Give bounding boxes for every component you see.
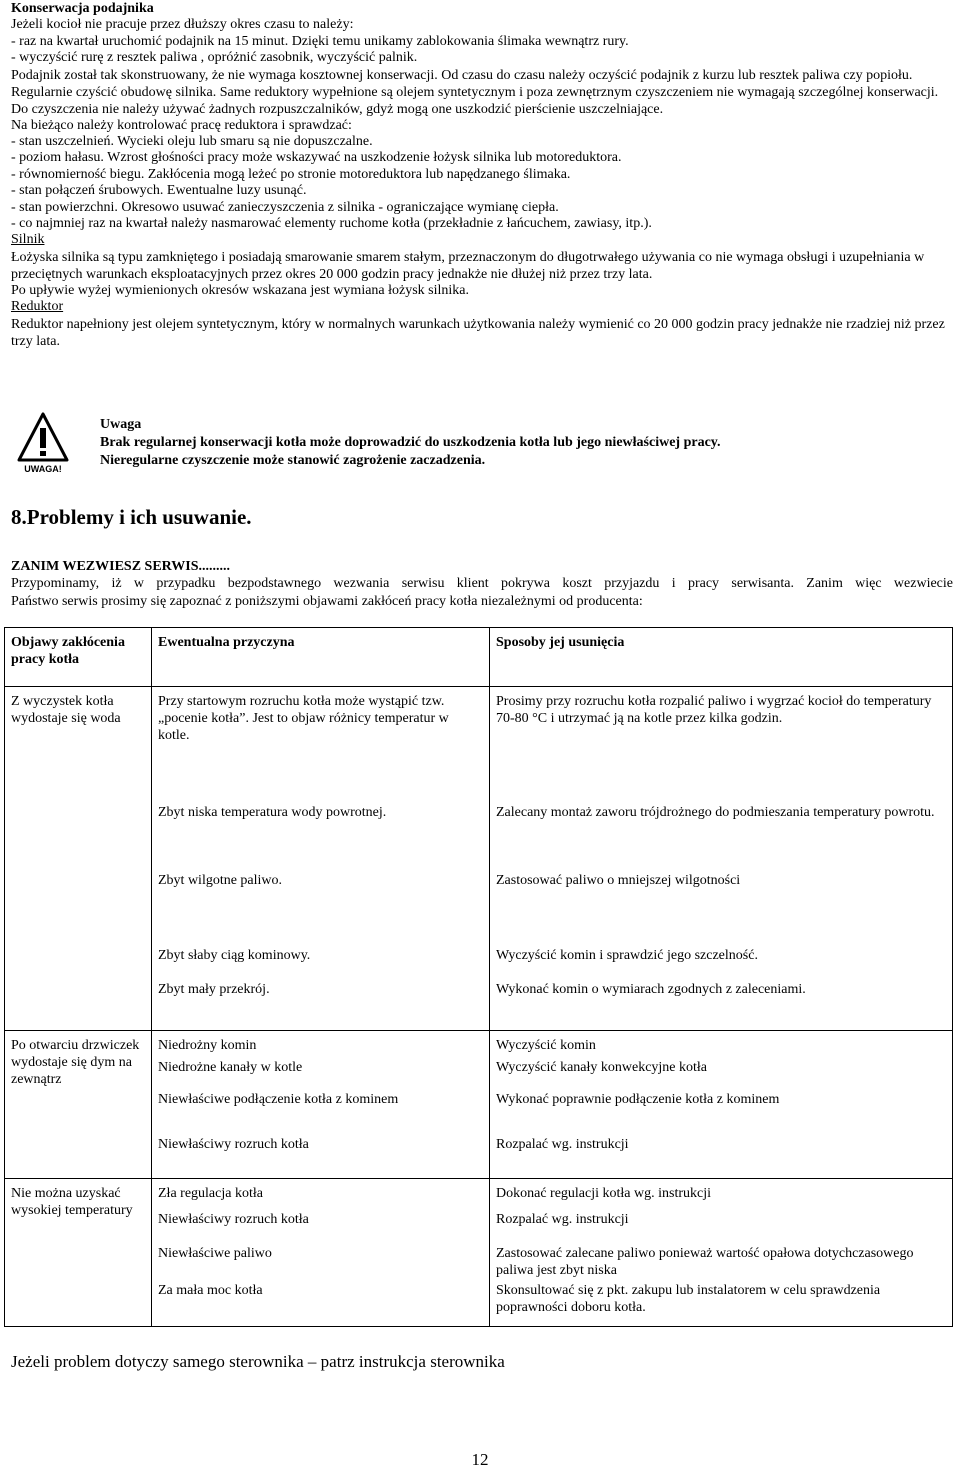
cause-item: Zbyt mały przekrój. [158,982,270,997]
table-header-cell: Ewentualna przyczyna [152,628,490,687]
warning-box [100,416,920,470]
fix-item: Rozpalać wg. instrukcji [496,1212,629,1227]
cause-item: Niewłaściwe paliwo [158,1246,272,1261]
intro-line: Państwo serwis prosimy się zapoznać z poniższymi objawami zakłóceń pracy kotła niezależnymi od producenta: [11,593,643,609]
silnik-heading: Silnik [11,232,45,248]
reducer-check-line: - stan połączeń śrubowych. Ewentualne luzy usunąć. [11,183,307,199]
symptom-cell: Po otwarciu drzwiczek wydostaje się dym na zewnątrz [5,1031,152,1179]
fix-item: Wykonać komin o wymiarach zgodnych z zaleceniami. [496,982,806,997]
cause-cell [152,687,490,1031]
cause-item: Zbyt słaby ciąg kominowy. [158,948,311,963]
section-subheading: ZANIM WEZWIESZ SERWIS......... [11,559,231,574]
cause-item: Niedrożny komin [158,1038,257,1053]
maintenance-line: - wyczyścić rurę z resztek paliwa , opróżnić zasobnik, wyczyścić palnik. [11,50,418,66]
fix-item: Wyczyścić komin [496,1038,596,1053]
table-header-cell: Sposoby jej usunięcia [490,628,953,687]
silnik-paragraph: Łożyska silnika są typu zamkniętego i posiadają smarowanie smarem stałym, przeznaczonym do długotrwałego używania co nie wymaga obsługi i uzupełniania w przeciętnych warunkach eksploatacyjnych przez okres 20 000 godzin pracy jednakże nie dłużej niż przez trzy lata. [11,249,925,282]
reducer-check-line: - stan uszczelnień. Wycieki oleju lub smaru są nie dopuszczalne. [11,134,373,150]
fix-item: Zalecany montaż zaworu trójdrożnego do podmieszania temperatury powrotu. [496,805,935,820]
cause-item: Niewłaściwy rozruch kotła [158,1212,309,1227]
cause-item: Niedrożne kanały w kotle [158,1060,303,1075]
cause-item: Niewłaściwy rozruch kotła [158,1137,309,1152]
fix-item: Wyczyścić kanały konwekcyjne kotła [496,1060,708,1075]
warning-line: Nieregularne czyszczenie może stanowić zagrożenie zaczadzenia. [100,453,486,468]
table-row [5,687,953,1031]
fix-item: Zastosować paliwo o mniejszej wilgotności [496,873,741,888]
cause-item: Zła regulacja kotła [158,1186,263,1201]
fix-item: Dokonać regulacji kotła wg. instrukcji [496,1186,711,1201]
warning-triangle-icon [17,412,69,474]
symptom-cell: Z wyczystek kotła wydostaje się woda [5,687,152,1031]
page-number: 12 [471,1450,489,1469]
reducer-check-line: - co najmniej raz na kwartał należy nasmarować elementy ruchome kotła (przekładnie z łańcuchem, zawiasy, itp.). [11,216,652,232]
reduktor-heading: Reduktor [11,299,64,315]
troubleshooting-table [4,627,953,1327]
maintenance-line: Jeżeli kocioł nie pracuje przez dłuższy okres czasu to należy: [11,17,354,33]
maintenance-heading: Konserwacja podajnika [11,1,154,16]
fix-item: Wykonać poprawnie podłączenie kotła z kominem [496,1092,780,1107]
fix-item: Wyczyścić komin i sprawdzić jego szczelność. [496,948,758,963]
maintenance-line: - raz na kwartał uruchomić podajnik na 15 minut. Dzięki temu unikamy zablokowania ślimaka wewnątrz rury. [11,33,629,49]
motor-paragraph: Regularnie czyścić obudowę silnika. Same reduktory wypełnione są olejem syntetycznym i poza zewnętrznym czyszczeniem nie wymagają szczególnej konserwacji. Do czyszczenia nie należy używać żadnych rozpuszczalników, gdyż mogą one uszkodzić pierścienie uszczelniające. [11,84,939,117]
fix-cell [490,1179,953,1327]
reducer-check-line: Na bieżąco należy kontrolować pracę reduktora i sprawdzać: [11,117,352,133]
feeder-paragraph: Podajnik został tak skonstruowany, że nie wymaga kosztownej konserwacji. Od czasu do czasu należy oczyścić podajnik z kurzu lub resztek paliwa czy popiołu. [11,67,913,83]
reduktor-paragraph: Reduktor napełniony jest olejem syntetycznym, który w normalnych warunkach użytkowania należy wymienić co 20 000 godzin pracy jednakże nie rzadziej niż przez trzy lata. [11,316,945,349]
fix-cell [490,687,953,1031]
fix-item: Skonsultować się z pkt. zakupu lub instalatorem w celu sprawdzenia poprawności doboru kotła. [496,1283,881,1315]
cause-cell [152,1179,490,1327]
cause-item: Przy startowym rozruchu kotła może wystąpić tzw. „pocenie kotła”. Jest to objaw różnicy temperatur w kotle. [158,694,449,743]
cause-cell [152,1031,490,1179]
footer-note: Jeżeli problem dotyczy samego sterownika – patrz instrukcja sterownika [11,1352,505,1371]
table-row [5,1031,953,1179]
table-header-cell: Objawy zakłócenia pracy kotła [5,628,152,687]
cause-item: Zbyt wilgotne paliwo. [158,873,283,888]
table-row [5,1179,953,1327]
cause-item: Zbyt niska temperatura wody powrotnej. [158,805,387,820]
fix-item: Prosimy przy rozruchu kotła rozpalić paliwo i wygrzać kocioł do temperatury 70-80 °C i utrzymać ją na kotle przez kilka godzin. [496,694,932,726]
cause-item: Za mała moc kotła [158,1283,263,1298]
section-title: 8.Problemy i ich usuwanie. [11,505,252,529]
fix-item: Zastosować zalecane paliwo ponieważ wartość opałowa dotychczasowego paliwa jest zbyt niska [496,1246,914,1278]
maintenance-section [11,1,951,350]
reducer-check-line: - poziom hałasu. Wzrost głośności pracy może wskazywać na uszkodzenie łożysk silnika lub motoreduktora. [11,150,622,166]
section-intro [11,558,953,610]
reducer-check-line: - równomierność biegu. Zakłócenia mogą leżeć po stronie motoreduktora lub napędzanego ślimaka. [11,166,571,182]
cause-item: Niewłaściwe podłączenie kotła z kominem [158,1092,399,1107]
reducer-check-line: - stan powierzchni. Okresowo usuwać zanieczyszczenia z silnika - ograniczające wymianę ciepła. [11,199,559,215]
intro-line: Przypominamy, iż w przypadku bezpodstawnego wezwania serwisu klient pokrywa koszt przyjazdu i pracy serwisanta. Zanim więc wezwiecie [11,576,953,591]
warning-line: Brak regularnej konserwacji kotła może doprowadzić do uszkodzenia kotła lub jego niewłaściwej pracy. [100,435,721,450]
symptom-cell: Nie można uzyskać wysokiej temperatury [5,1179,152,1327]
table-header-row [5,628,953,687]
silnik-paragraph-2: Po upływie wyżej wymienionych okresów wskazana jest wymiana łożysk silnika. [11,282,470,298]
warning-icon-label: UWAGA! [24,464,62,474]
fix-item: Rozpalać wg. instrukcji [496,1137,629,1152]
warning-title: Uwaga [100,417,142,432]
fix-cell [490,1031,953,1179]
